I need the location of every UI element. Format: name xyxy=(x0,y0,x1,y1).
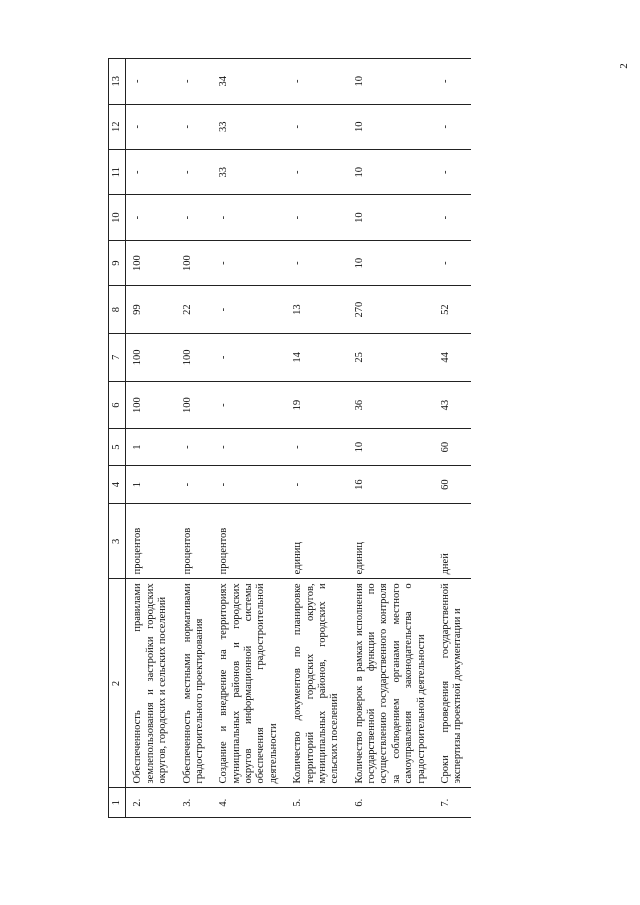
value-cell: - xyxy=(212,381,286,429)
row-number: 6. xyxy=(348,788,434,818)
value-cell: 22 xyxy=(176,286,213,334)
value-cell: 33 xyxy=(212,104,286,149)
value-cell: 100 xyxy=(176,240,213,285)
col-header: 3 xyxy=(109,504,126,579)
value-cell: - xyxy=(126,59,176,105)
row-number: 4. xyxy=(212,788,286,818)
unit: процентов xyxy=(212,504,286,579)
value-cell: 100 xyxy=(176,381,213,429)
value-cell: 10 xyxy=(348,149,434,194)
value-cell: - xyxy=(286,59,348,105)
indicator-name: Создание и внедрение на территориях муниципальных районов и городских округов информационной системы обеспечения градостроительной деятельности xyxy=(212,579,286,788)
value-cell: 14 xyxy=(286,334,348,382)
col-header: 1 xyxy=(109,788,126,818)
value-cell: 43 xyxy=(434,381,471,429)
header-row xyxy=(109,59,126,818)
row-number: 2. xyxy=(126,788,176,818)
unit: единиц xyxy=(348,504,434,579)
col-header: 8 xyxy=(109,286,126,334)
value-cell: - xyxy=(286,104,348,149)
value-cell: 44 xyxy=(434,334,471,382)
indicator-name: Количество проверок в рамках исполнения государственной функции по осуществлению государственного контроля за соблюдением органами местного самоуправления законодательства о градостроительной деятельности xyxy=(348,579,434,788)
value-cell: 60 xyxy=(434,429,471,465)
value-cell: - xyxy=(212,465,286,504)
value-cell: - xyxy=(212,240,286,285)
rotated-table-block xyxy=(108,58,530,818)
value-cell: - xyxy=(176,195,213,240)
indicators-table xyxy=(108,58,471,818)
col-header: 12 xyxy=(109,104,126,149)
unit: процентов xyxy=(126,504,176,579)
col-header: 5 xyxy=(109,429,126,465)
value-cell: 100 xyxy=(126,334,176,382)
value-cell: - xyxy=(212,334,286,382)
value-cell: - xyxy=(126,104,176,149)
value-cell: - xyxy=(176,104,213,149)
value-cell: 25 xyxy=(348,334,434,382)
value-cell: 13 xyxy=(286,286,348,334)
value-cell: - xyxy=(126,195,176,240)
col-header: 9 xyxy=(109,240,126,285)
value-cell: - xyxy=(434,59,471,105)
value-cell: 270 xyxy=(348,286,434,334)
value-cell: 1 xyxy=(126,465,176,504)
row-number: 7. xyxy=(434,788,471,818)
value-cell: 60 xyxy=(434,465,471,504)
value-cell: - xyxy=(212,286,286,334)
value-cell: - xyxy=(212,429,286,465)
unit: процентов xyxy=(176,504,213,579)
value-cell: 99 xyxy=(126,286,176,334)
value-cell: - xyxy=(434,104,471,149)
value-cell: 10 xyxy=(348,195,434,240)
value-cell: 16 xyxy=(348,465,434,504)
value-cell: 34 xyxy=(212,59,286,105)
value-cell: 100 xyxy=(126,240,176,285)
value-cell: - xyxy=(286,240,348,285)
value-cell: - xyxy=(286,465,348,504)
value-cell: 52 xyxy=(434,286,471,334)
col-header: 7 xyxy=(109,334,126,382)
value-cell: 10 xyxy=(348,59,434,105)
table-row xyxy=(286,59,348,818)
table-row xyxy=(176,59,213,818)
value-cell: - xyxy=(434,195,471,240)
value-cell: 10 xyxy=(348,104,434,149)
value-cell: - xyxy=(176,465,213,504)
unit: единиц xyxy=(286,504,348,579)
unit: дней xyxy=(434,504,471,579)
value-cell: 10 xyxy=(348,429,434,465)
row-number: 5. xyxy=(286,788,348,818)
value-cell: - xyxy=(286,149,348,194)
value-cell: 100 xyxy=(126,381,176,429)
row-number: 3. xyxy=(176,788,213,818)
indicator-name: Сроки проведения государственной экспертизы проектной документации и xyxy=(434,579,471,788)
col-header: 13 xyxy=(109,59,126,105)
value-cell: - xyxy=(434,240,471,285)
value-cell: 36 xyxy=(348,381,434,429)
value-cell: - xyxy=(286,429,348,465)
indicator-name: Количество документов по планировке территорий городских округов, муниципальных районов, городских и сельских поселений xyxy=(286,579,348,788)
col-header: 6 xyxy=(109,381,126,429)
value-cell: 19 xyxy=(286,381,348,429)
col-header: 4 xyxy=(109,465,126,504)
table-row xyxy=(126,59,176,818)
page-number: 2 xyxy=(617,63,630,69)
table-row xyxy=(348,59,434,818)
col-header: 2 xyxy=(109,579,126,788)
value-cell: - xyxy=(286,195,348,240)
col-header: 10 xyxy=(109,195,126,240)
value-cell: - xyxy=(176,429,213,465)
value-cell: 1 xyxy=(126,429,176,465)
value-cell: 100 xyxy=(176,334,213,382)
value-cell: - xyxy=(434,149,471,194)
col-header: 11 xyxy=(109,149,126,194)
indicator-name: Обеспеченность местными нормативами градостроительного проектирования xyxy=(176,579,213,788)
value-cell: - xyxy=(212,195,286,240)
value-cell: 10 xyxy=(348,240,434,285)
value-cell: - xyxy=(126,149,176,194)
indicator-name: Обеспеченность правилами землепользования и застройки городских округов, городских и сельских поселений xyxy=(126,579,176,788)
value-cell: 33 xyxy=(212,149,286,194)
value-cell: - xyxy=(176,149,213,194)
table-row xyxy=(212,59,286,818)
value-cell: - xyxy=(176,59,213,105)
table-row xyxy=(434,59,471,818)
